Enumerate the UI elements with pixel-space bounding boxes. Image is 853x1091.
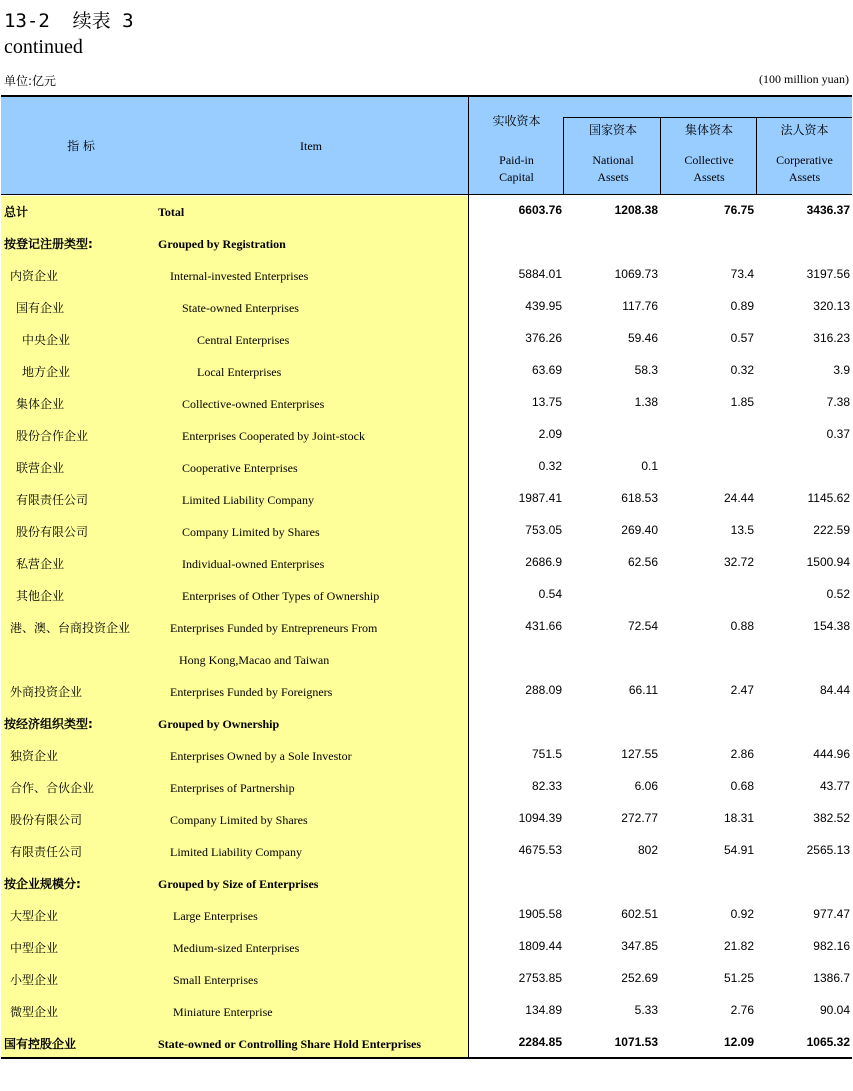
table-row [0, 195, 853, 227]
paid-in-capital-value: 2284.85 [518, 1035, 562, 1049]
national-assets-value: 802 [637, 843, 658, 857]
row-label-cn: 港、澳、台商投资企业 [10, 621, 131, 635]
row-label-cn: 私营企业 [16, 557, 65, 571]
row-label-en: Total [158, 205, 185, 219]
paid-in-capital-value: 82.33 [531, 779, 562, 793]
table-row [0, 515, 853, 547]
table-row [0, 995, 853, 1027]
corporate-assets-value: 1145.62 [807, 491, 850, 505]
table-bottom-border [1, 1057, 852, 1059]
row-label-en: State-owned Enterprises [182, 301, 299, 315]
collective-assets-value: 51.25 [723, 971, 754, 985]
row-label-en: Local Enterprises [197, 365, 282, 379]
corporate-assets-value: 90.04 [819, 1003, 850, 1017]
collective-assets-value: 32.72 [723, 555, 754, 569]
row-label-en: Company Limited by Shares [170, 813, 308, 827]
corporate-assets-value: 3197.56 [806, 267, 850, 281]
row-label-cn: 按企业规模分: [4, 877, 81, 891]
corporate-assets-value: 1500.94 [806, 555, 850, 569]
national-assets-value: 59.46 [627, 331, 658, 345]
row-label-en: Miniature Enterprise [173, 1005, 273, 1019]
row-label-cn: 股份有限公司 [16, 525, 89, 539]
national-assets-value: 66.11 [628, 683, 658, 697]
table-row [0, 547, 853, 579]
corporate-assets-value: 3436.37 [806, 203, 850, 217]
table-row [0, 451, 853, 483]
paid-in-capital-value: 5884.01 [518, 267, 562, 281]
national-assets-value: 347.85 [621, 939, 658, 953]
table-body [0, 195, 853, 1059]
table-row [0, 579, 853, 611]
national-assets-value: 1208.38 [614, 203, 658, 217]
collective-assets-value: 0.57 [730, 331, 754, 345]
corporate-assets-value: 154.38 [813, 619, 850, 633]
national-assets-value: 1.38 [634, 395, 658, 409]
collective-assets-value: 24.44 [723, 491, 754, 505]
collective-assets-value: 2.76 [730, 1003, 754, 1017]
row-label-cn: 独资企业 [10, 749, 59, 763]
paid-in-capital-value: 751.5 [531, 747, 562, 761]
table-row [0, 611, 853, 643]
national-assets-value: 127.55 [621, 747, 658, 761]
header-national-en-2: Assets [597, 170, 629, 184]
row-label-cn: 地方企业 [22, 365, 71, 379]
corporate-assets-value: 977.47 [813, 907, 850, 921]
table-row [0, 739, 853, 771]
row-label-en: Limited Liability Company [182, 493, 314, 507]
corporate-assets-value: 2565.13 [806, 843, 850, 857]
paid-in-capital-value: 1809.44 [518, 939, 562, 953]
header-paid-in-cn: 实收资本 [492, 114, 541, 128]
corporate-assets-value: 316.23 [813, 331, 850, 345]
row-label-cn: 中央企业 [22, 333, 71, 347]
header-indicator-cn: 指 标 [67, 139, 95, 153]
table-row [0, 483, 853, 515]
corporate-assets-value: 320.13 [813, 299, 850, 313]
corporate-assets-value: 1065.32 [806, 1035, 850, 1049]
row-label-en: State-owned or Controlling Share Hold Enterprises [158, 1037, 422, 1051]
row-label-en: Individual-owned Enterprises [182, 557, 325, 571]
row-label-en: Enterprises of Partnership [170, 781, 295, 795]
corporate-assets-value: 7.38 [826, 395, 850, 409]
national-assets-value: 62.56 [627, 555, 658, 569]
row-label-cn: 大型企业 [10, 909, 59, 923]
row-label-cn: 联营企业 [16, 461, 65, 475]
corporate-assets-value: 84.44 [819, 683, 850, 697]
row-label-cn: 小型企业 [10, 973, 59, 987]
table-row [0, 931, 853, 963]
corporate-assets-value: 444.96 [813, 747, 850, 761]
paid-in-capital-value: 753.05 [525, 523, 562, 537]
national-assets-value: 252.69 [621, 971, 658, 985]
paid-in-capital-value: 1987.41 [518, 491, 562, 505]
collective-assets-value: 1.85 [730, 395, 754, 409]
corporate-assets-value: 0.52 [826, 587, 850, 601]
table-row [0, 899, 853, 931]
collective-assets-value: 0.89 [730, 299, 754, 313]
table-row [0, 355, 853, 387]
collective-assets-value: 13.5 [730, 523, 754, 537]
paid-in-capital-value: 288.09 [525, 683, 562, 697]
paid-in-capital-value: 63.69 [531, 363, 562, 377]
collective-assets-value: 0.32 [730, 363, 754, 377]
collective-assets-value: 21.82 [723, 939, 754, 953]
row-label-cn: 微型企业 [10, 1005, 59, 1019]
national-assets-value: 6.06 [634, 779, 658, 793]
paid-in-capital-value: 13.75 [531, 395, 562, 409]
paid-in-capital-value: 2686.9 [525, 555, 562, 569]
corporate-assets-value: 382.52 [813, 811, 850, 825]
national-assets-value: 0.1 [641, 459, 658, 473]
row-label-cn: 股份合作企业 [16, 429, 89, 443]
collective-assets-value: 0.68 [730, 779, 754, 793]
national-assets-value: 602.51 [621, 907, 658, 921]
paid-in-capital-value: 376.26 [525, 331, 562, 345]
collective-assets-value: 2.47 [730, 683, 754, 697]
row-label-cn: 集体企业 [16, 397, 65, 411]
continued-subtitle: continued [4, 36, 83, 58]
row-label-cn: 内资企业 [10, 269, 59, 283]
row-label-en: Limited Liability Company [170, 845, 302, 859]
paid-in-capital-value: 134.89 [525, 1003, 562, 1017]
table-row [0, 963, 853, 995]
table-row [0, 387, 853, 419]
row-label-cn: 按经济组织类型: [4, 717, 93, 731]
corporate-assets-value: 222.59 [813, 523, 850, 537]
table-row [0, 419, 853, 451]
corporate-assets-value: 982.16 [813, 939, 850, 953]
table-row [0, 323, 853, 355]
header-item-en: Item [300, 139, 322, 153]
header-paid-in-en-1: Paid-in [499, 153, 534, 167]
corporate-assets-value: 0.37 [826, 427, 850, 441]
row-label-en: Enterprises Owned by a Sole Investor [170, 749, 352, 763]
row-label-cn: 国有企业 [16, 301, 65, 315]
table-row [0, 803, 853, 835]
row-label-en: Internal-invested Enterprises [170, 269, 309, 283]
header-national-cn: 国家资本 [588, 123, 637, 137]
row-label-cn: 合作、合伙企业 [10, 781, 95, 795]
paid-in-capital-value: 1905.58 [518, 907, 562, 921]
row-label-en: Collective-owned Enterprises [182, 397, 325, 411]
table-row [0, 1027, 853, 1059]
row-label-en: Grouped by Ownership [158, 717, 280, 731]
paid-in-capital-value: 0.54 [538, 587, 562, 601]
collective-assets-value: 12.09 [723, 1035, 754, 1049]
row-label-en: Enterprises Cooperated by Joint-stock [182, 429, 365, 443]
row-label-en: Large Enterprises [173, 909, 258, 923]
table-row [0, 291, 853, 323]
paid-in-capital-value: 431.66 [525, 619, 562, 633]
national-assets-value: 72.54 [627, 619, 658, 633]
paid-in-capital-value: 439.95 [525, 299, 562, 313]
header-collective-en-1: Collective [684, 153, 734, 167]
row-label-cn: 有限责任公司 [16, 493, 89, 507]
unit-label-cn: 单位:亿元 [4, 74, 57, 88]
row-label-en: Enterprises of Other Types of Ownership [182, 589, 380, 603]
paid-in-capital-value: 6603.76 [518, 203, 562, 217]
header-national-en-1: National [592, 153, 634, 167]
row-label-en: Medium-sized Enterprises [173, 941, 300, 955]
row-label-en: Hong Kong,Macao and Taiwan [179, 653, 330, 667]
row-label-en: Grouped by Registration [158, 237, 286, 251]
table-header [1, 95, 852, 195]
national-assets-value: 1071.53 [614, 1035, 658, 1049]
row-label-en: Small Enterprises [173, 973, 258, 987]
table-number-title: 13-2 续表 3 [4, 10, 134, 32]
unit-label-en: (100 million yuan) [759, 72, 849, 86]
table-row [0, 227, 853, 259]
header-corporate-cn: 法人资本 [780, 123, 829, 137]
table-row [0, 835, 853, 867]
corporate-assets-value: 3.9 [833, 363, 850, 377]
paid-in-capital-value: 2.09 [538, 427, 562, 441]
national-assets-value: 1069.73 [614, 267, 658, 281]
national-assets-value: 269.40 [621, 523, 658, 537]
table-row [0, 707, 853, 739]
row-label-cn: 外商投资企业 [10, 685, 83, 699]
header-corporate-en-1: Corperative [776, 153, 833, 167]
corporate-assets-value: 43.77 [819, 779, 850, 793]
row-label-cn: 按登记注册类型: [4, 237, 93, 251]
paid-in-capital-value: 2753.85 [518, 971, 562, 985]
table-row [0, 867, 853, 899]
national-assets-value: 618.53 [621, 491, 658, 505]
corporate-assets-value: 1386.7 [813, 971, 850, 985]
collective-assets-value: 54.91 [723, 843, 754, 857]
row-label-cn: 股份有限公司 [10, 813, 83, 827]
header-paid-in-en-2: Capital [499, 170, 534, 184]
collective-assets-value: 0.92 [730, 907, 754, 921]
header-collective-cn: 集体资本 [684, 123, 733, 137]
collective-assets-value: 76.75 [723, 203, 754, 217]
header-corporate-en-2: Assets [788, 170, 821, 184]
row-label-cn: 总计 [4, 205, 29, 219]
table-row [0, 259, 853, 291]
collective-assets-value: 2.86 [730, 747, 754, 761]
row-label-cn: 中型企业 [10, 941, 59, 955]
table-row [0, 643, 853, 675]
row-label-en: Enterprises Funded by Entrepreneurs From [170, 621, 378, 635]
national-assets-value: 117.76 [622, 299, 658, 313]
table-row [0, 771, 853, 803]
row-label-en: Company Limited by Shares [182, 525, 320, 539]
collective-assets-value: 0.88 [730, 619, 754, 633]
paid-in-capital-value: 1094.39 [518, 811, 562, 825]
national-assets-value: 272.77 [621, 811, 658, 825]
header-collective-en-2: Assets [693, 170, 725, 184]
collective-assets-value: 73.4 [730, 267, 754, 281]
row-label-en: Enterprises Funded by Foreigners [170, 685, 333, 699]
paid-in-capital-value: 0.32 [538, 459, 562, 473]
row-label-cn: 其他企业 [16, 589, 65, 603]
row-label-en: Cooperative Enterprises [182, 461, 298, 475]
national-assets-value: 58.3 [634, 363, 658, 377]
row-label-en: Grouped by Size of Enterprises [158, 877, 319, 891]
table-row [0, 675, 853, 707]
row-label-cn: 国有控股企业 [4, 1037, 77, 1051]
row-label-en: Central Enterprises [197, 333, 290, 347]
national-assets-value: 5.33 [634, 1003, 658, 1017]
collective-assets-value: 18.31 [723, 811, 754, 825]
row-label-cn: 有限责任公司 [10, 845, 83, 859]
paid-in-capital-value: 4675.53 [518, 843, 562, 857]
